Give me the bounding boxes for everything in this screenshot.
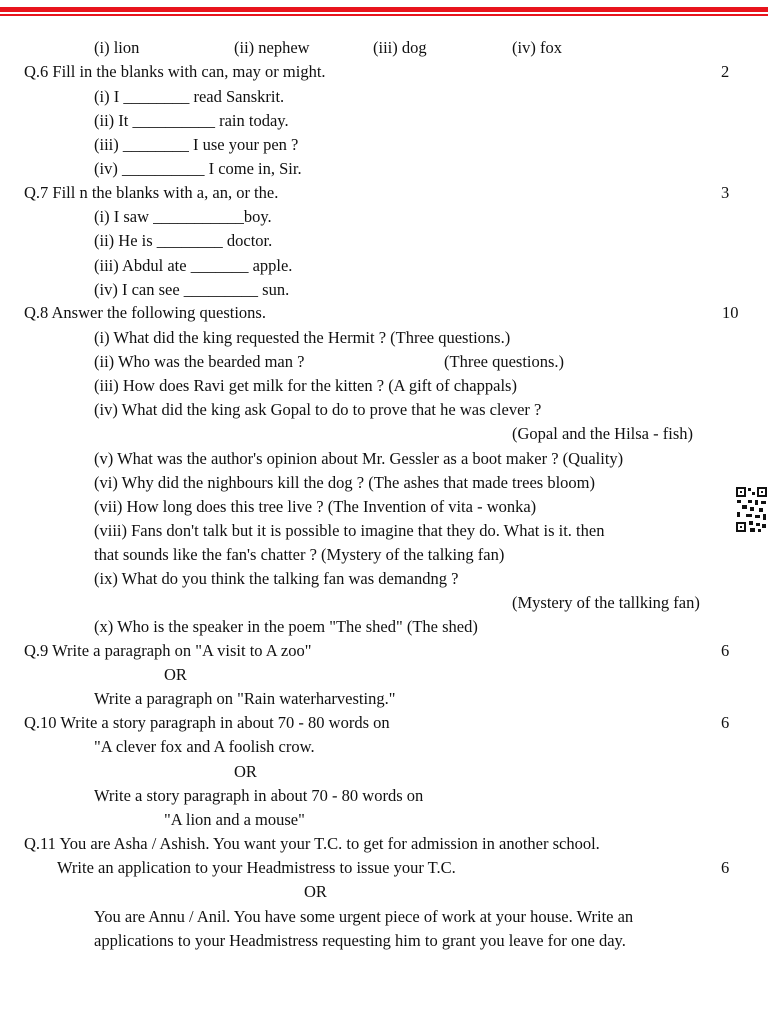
q8-item-2: (ii) Who was the bearded man ? — [94, 352, 305, 371]
q8-item-9: (ix) What do you think the talking fan was demandng ? — [94, 569, 459, 588]
q8-item-8-cont: that sounds like the fan's chatter ? (Mystery of the talking fan) — [94, 545, 505, 564]
q7-item-1: (i) I saw ___________boy. — [94, 207, 272, 226]
q8-item-3: (iii) How does Ravi get milk for the kitten ? (A gift of chappals) — [94, 376, 517, 395]
q8-item-4-source: (Gopal and the Hilsa - fish) — [512, 424, 693, 443]
q10-marks: 6 — [721, 713, 730, 732]
q11-title: Q.11 You are Asha / Ashish. You want your T.C. to get for admission in another school. — [24, 834, 600, 853]
q6-item-1: (i) I ________ read Sanskrit. — [94, 87, 285, 106]
q8-item-5: (v) What was the author's opinion about Mr. Gessler as a boot maker ? (Quality) — [94, 449, 624, 468]
header-red-rule — [0, 7, 768, 12]
q8-item-2-source: (Three questions.) — [444, 352, 565, 371]
q10-alt1: Write a story paragraph in about 70 - 80 words on — [94, 786, 424, 805]
q10-title: Q.10 Write a story paragraph in about 70 - 80 words on — [24, 713, 390, 732]
q8-marks: 10 — [722, 303, 739, 322]
q10-alt2: "A lion and a mouse" — [164, 810, 305, 829]
q9-marks: 6 — [721, 641, 730, 660]
q10-line2: "A clever fox and A foolish crow. — [94, 737, 315, 756]
q11-marks: 6 — [721, 858, 730, 877]
q8-item-4: (iv) What did the king ask Gopal to do to prove that he was clever ? — [94, 400, 542, 419]
option-lion: (i) lion — [94, 38, 140, 57]
q7-title: Q.7 Fill n the blanks with a, an, or the. — [24, 183, 279, 202]
q10-or: OR — [234, 762, 257, 781]
q11-alt2: applications to your Headmistress requesting him to grant you leave for one day. — [94, 931, 626, 950]
qr-code-icon — [735, 486, 768, 534]
q6-marks: 2 — [721, 62, 730, 81]
q7-item-4: (iv) I can see _________ sun. — [94, 280, 290, 299]
q8-item-1: (i) What did the king requested the Hermit ? (Three questions.) — [94, 328, 511, 347]
option-dog: (iii) dog — [373, 38, 427, 57]
q11-alt1: You are Annu / Anil. You have some urgent piece of work at your house. Write an — [94, 907, 634, 926]
q6-item-4: (iv) __________ I come in, Sir. — [94, 159, 302, 178]
q8-item-9-source: (Mystery of the tallking fan) — [512, 593, 700, 612]
header-red-rule-thin — [0, 14, 768, 16]
q6-item-2: (ii) It __________ rain today. — [94, 111, 289, 130]
option-fox: (iv) fox — [512, 38, 562, 57]
q11-or: OR — [304, 882, 327, 901]
q6-title: Q.6 Fill in the blanks with can, may or might. — [24, 62, 326, 81]
option-nephew: (ii) nephew — [234, 38, 310, 57]
q9-alt: Write a paragraph on "Rain waterharvesting." — [94, 689, 396, 708]
q6-item-3: (iii) ________ I use your pen ? — [94, 135, 299, 154]
q9-or: OR — [164, 665, 187, 684]
q8-item-6: (vi) Why did the nighbours kill the dog ? (The ashes that made trees bloom) — [94, 473, 595, 492]
q11-line2: Write an application to your Headmistress to issue your T.C. — [57, 858, 456, 877]
q7-item-3: (iii) Abdul ate _______ apple. — [94, 256, 293, 275]
q8-title: Q.8 Answer the following questions. — [24, 303, 266, 322]
q8-item-8: (viii) Fans don't talk but it is possible to imagine that they do. What is it. then — [94, 521, 605, 540]
q8-item-10: (x) Who is the speaker in the poem "The shed" (The shed) — [94, 617, 478, 636]
q9-title: Q.9 Write a paragraph on "A visit to A zoo" — [24, 641, 312, 660]
q7-marks: 3 — [721, 183, 730, 202]
q8-item-7: (vii) How long does this tree live ? (The Invention of vita - wonka) — [94, 497, 537, 516]
q7-item-2: (ii) He is ________ doctor. — [94, 231, 273, 250]
